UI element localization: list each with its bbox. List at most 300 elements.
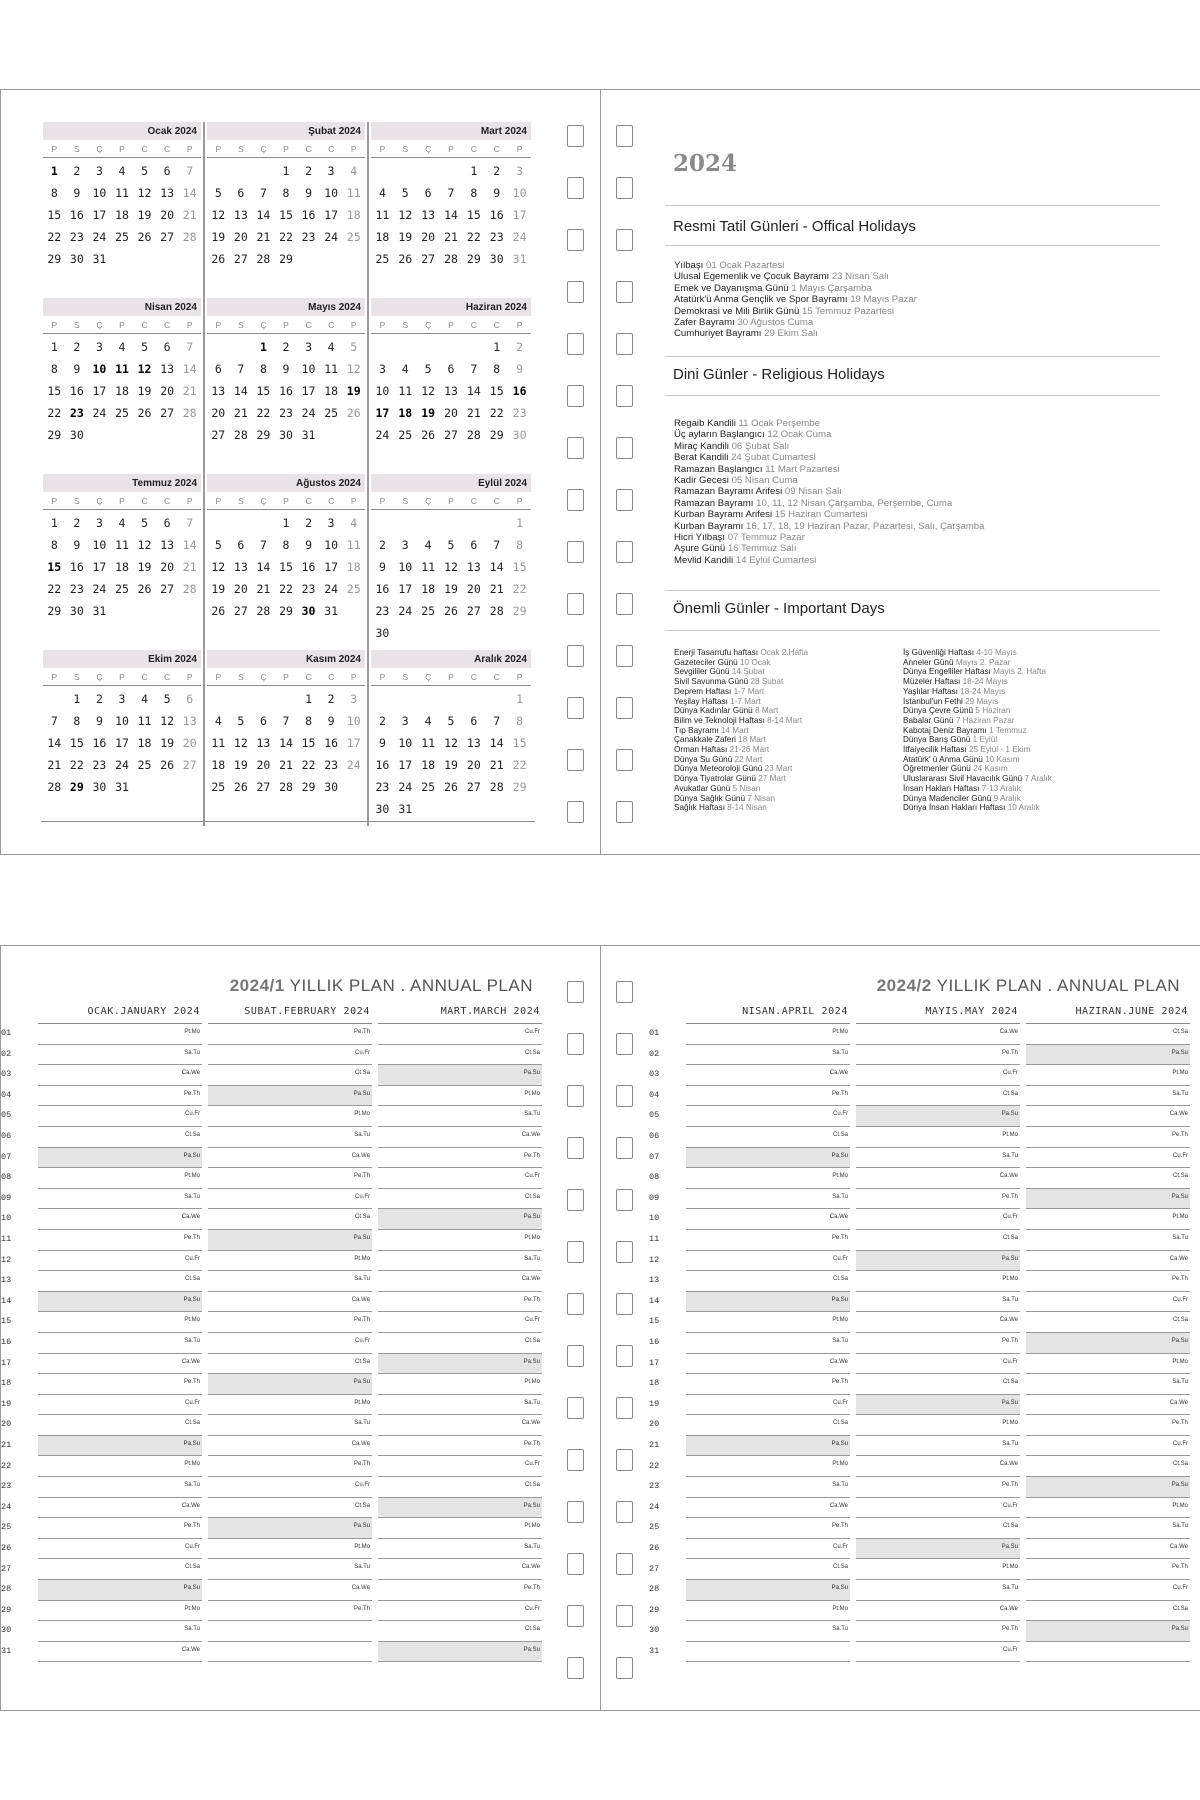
day-row[interactable]: Pt.Mo (378, 1086, 542, 1107)
day-row[interactable]: Cu.Fr (1026, 1436, 1190, 1457)
day-row[interactable]: Sa.Tu (1026, 1518, 1190, 1539)
day-row[interactable]: Pt.Mo (38, 1601, 202, 1622)
empty-row (1026, 1642, 1190, 1663)
day-row[interactable]: Ct.Sa (378, 1621, 542, 1642)
day-row[interactable]: Sa.Tu (38, 1189, 202, 1210)
checkbox[interactable] (616, 1501, 633, 1523)
day-row[interactable]: Pt.Mo (208, 1395, 372, 1416)
checkbox[interactable] (616, 1085, 633, 1107)
day-row[interactable]: Pe.Th (378, 1580, 542, 1601)
day-row[interactable]: Sa.Tu (856, 1292, 1020, 1313)
day-row[interactable]: Ca.We (208, 1148, 372, 1169)
day-number: 10 (92, 538, 107, 552)
day-row[interactable]: Pe.Th (856, 1189, 1020, 1210)
day-row[interactable]: Ca.We (856, 1024, 1020, 1045)
day-row[interactable]: Ct.Sa (38, 1559, 202, 1580)
checkbox[interactable] (567, 125, 584, 147)
checkbox[interactable] (567, 1085, 584, 1107)
day-number: 25 (115, 406, 129, 420)
day-row[interactable]: Pe.Th (38, 1374, 202, 1395)
day-row[interactable]: Cu.Fr (686, 1395, 850, 1416)
day-row[interactable]: Pe.Th (378, 1436, 542, 1457)
checkbox[interactable] (616, 385, 633, 407)
day-row[interactable]: Cu.Fr (208, 1477, 372, 1498)
day-row[interactable]: Ca.We (856, 1456, 1020, 1477)
day-row[interactable]: Ct.Sa (686, 1271, 850, 1292)
day-row[interactable]: Cu.Fr (1026, 1580, 1190, 1601)
checkbox[interactable] (567, 1501, 584, 1523)
weekday-label: S (74, 671, 80, 682)
checkbox[interactable] (567, 489, 584, 511)
day-row[interactable]: Pe.Th (208, 1456, 372, 1477)
day-row[interactable]: Ct.Sa (686, 1415, 850, 1436)
day-row[interactable]: Ca.We (1026, 1539, 1190, 1560)
holiday-date: 25 Eylül - 1 Ekim (968, 745, 1031, 755)
checkbox[interactable] (567, 1137, 584, 1159)
day-row[interactable]: Pt.Mo (1026, 1498, 1190, 1519)
day-row[interactable]: Pa.Su (38, 1436, 202, 1457)
day-row[interactable]: Pa.Su (686, 1148, 850, 1169)
checkbox[interactable] (567, 437, 584, 459)
weekday-label: C (493, 143, 500, 154)
day-row[interactable]: Cu.Fr (38, 1251, 202, 1272)
checkbox[interactable] (616, 177, 633, 199)
day-row[interactable]: Pe.Th (856, 1333, 1020, 1354)
day-row[interactable]: Pe.Th (38, 1230, 202, 1251)
month-title: Şubat 2024 (207, 122, 365, 140)
day-row[interactable]: Pe.Th (1026, 1127, 1190, 1148)
plan-title-1-year: 2024/1 (229, 976, 285, 995)
day-row[interactable]: Pe.Th (38, 1518, 202, 1539)
weekday-label: C (328, 143, 335, 154)
day-row[interactable]: Pt.Mo (38, 1168, 202, 1189)
day-number: 7 (447, 186, 455, 200)
day-row[interactable]: Ct.Sa (38, 1415, 202, 1436)
checkbox[interactable] (567, 385, 584, 407)
checkbox[interactable] (616, 593, 633, 615)
day-row[interactable]: Pa.Su (686, 1580, 850, 1601)
checkbox[interactable] (616, 697, 633, 719)
checkbox[interactable] (567, 1033, 584, 1055)
checkbox[interactable] (567, 1293, 584, 1315)
day-row[interactable]: Cu.Fr (856, 1065, 1020, 1086)
day-number: 25 (421, 780, 436, 794)
checkbox[interactable] (616, 281, 633, 303)
day-row[interactable]: Cu.Fr (378, 1024, 542, 1045)
day-row[interactable]: Ct.Sa (378, 1045, 542, 1066)
checkbox[interactable] (616, 437, 633, 459)
row-number: 14 (649, 1295, 660, 1306)
day-number: 15 (69, 736, 84, 750)
day-row[interactable]: Ct.Sa (378, 1189, 542, 1210)
day-row[interactable]: Pe.Th (686, 1086, 850, 1107)
checkbox[interactable] (567, 177, 584, 199)
day-row[interactable]: Ct.Sa (686, 1559, 850, 1580)
day-row[interactable]: Pa.Su (208, 1374, 372, 1395)
holiday-name: Mevlid Kandili (674, 554, 734, 566)
day-row[interactable]: Pe.Th (208, 1024, 372, 1045)
day-row[interactable]: Cu.Fr (208, 1333, 372, 1354)
checkbox[interactable] (616, 1241, 633, 1263)
day-row[interactable]: Pe.Th (856, 1477, 1020, 1498)
checkbox[interactable] (567, 281, 584, 303)
day-row[interactable]: Ca.We (686, 1498, 850, 1519)
day-row[interactable]: Pe.Th (686, 1374, 850, 1395)
day-row[interactable]: Cu.Fr (378, 1601, 542, 1622)
day-row[interactable]: Pt.Mo (686, 1601, 850, 1622)
day-row[interactable]: Cu.Fr (378, 1168, 542, 1189)
day-row[interactable]: Ct.Sa (38, 1127, 202, 1148)
day-row[interactable]: Cu.Fr (378, 1312, 542, 1333)
day-row[interactable]: Ca.We (378, 1415, 542, 1436)
day-number: 23 (489, 230, 504, 244)
row-number: 11 (649, 1234, 660, 1244)
day-row[interactable]: Pt.Mo (378, 1230, 542, 1251)
day-number: 25 (137, 758, 152, 772)
day-row[interactable]: Ct.Sa (856, 1230, 1020, 1251)
day-row[interactable]: Sa.Tu (1026, 1086, 1190, 1107)
checkbox[interactable] (567, 697, 584, 719)
checkbox[interactable] (616, 1345, 633, 1367)
day-row[interactable]: Ca.We (1026, 1395, 1190, 1416)
day-number: 3 (401, 714, 409, 728)
day-row[interactable]: Ca.We (686, 1354, 850, 1375)
day-row[interactable]: Pa.Su (38, 1292, 202, 1313)
day-row[interactable]: Pe.Th (1026, 1415, 1190, 1436)
day-row[interactable]: Pe.Th (378, 1292, 542, 1313)
day-row[interactable]: Sa.Tu (38, 1621, 202, 1642)
day-row[interactable]: Pt.Mo (1026, 1209, 1190, 1230)
checkbox[interactable] (616, 541, 633, 563)
day-row[interactable]: Pe.Th (208, 1168, 372, 1189)
checkbox[interactable] (616, 801, 633, 823)
holiday-name: Dünya İnsan Hakları Haftası (903, 803, 1006, 813)
row-number: 12 (1, 1254, 12, 1265)
day-number: 17 (346, 736, 361, 750)
day-row[interactable]: Cu.Fr (686, 1251, 850, 1272)
day-row[interactable]: Ct.Sa (378, 1477, 542, 1498)
day-row[interactable]: Ct.Sa (856, 1518, 1020, 1539)
checkbox[interactable] (567, 593, 584, 615)
weekday-label: Ç (425, 671, 432, 682)
day-row[interactable]: Ca.We (856, 1168, 1020, 1189)
checkbox[interactable] (616, 1137, 633, 1159)
day-row[interactable]: Pa.Su (378, 1209, 542, 1230)
day-row[interactable]: Pe.Th (856, 1045, 1020, 1066)
checkbox[interactable] (616, 489, 633, 511)
day-row[interactable]: Ca.We (38, 1354, 202, 1375)
day-row[interactable]: Pt.Mo (856, 1559, 1020, 1580)
day-row[interactable]: Pe.Th (686, 1230, 850, 1251)
checkbox[interactable] (616, 1605, 633, 1627)
day-row[interactable]: Sa.Tu (856, 1436, 1020, 1457)
holiday-entry (674, 486, 984, 497)
day-row[interactable]: Pe.Th (1026, 1559, 1190, 1580)
day-number: 1 (50, 340, 58, 354)
day-row[interactable]: Sa.Tu (38, 1333, 202, 1354)
day-row[interactable]: Cu.Fr (686, 1106, 850, 1127)
checkbox[interactable] (616, 645, 633, 667)
day-row[interactable]: Pe.Th (208, 1601, 372, 1622)
holiday-entry (674, 452, 984, 463)
day-row[interactable]: Pt.Mo (686, 1024, 850, 1045)
day-row[interactable]: Sa.Tu (378, 1539, 542, 1560)
day-number: 14 (256, 208, 271, 222)
day-row[interactable]: Ca.We (208, 1292, 372, 1313)
day-row[interactable]: Cu.Fr (378, 1456, 542, 1477)
day-row[interactable]: Pa.Su (856, 1251, 1020, 1272)
day-row[interactable]: Pa.Su (1026, 1333, 1190, 1354)
day-row[interactable]: Cu.Fr (38, 1539, 202, 1560)
day-row[interactable]: Pa.Su (378, 1065, 542, 1086)
day-row[interactable]: Pt.Mo (1026, 1354, 1190, 1375)
checkbox[interactable] (616, 1293, 633, 1315)
day-number: 18 (375, 230, 390, 244)
day-row[interactable]: Sa.Tu (856, 1580, 1020, 1601)
day-row[interactable]: Cu.Fr (856, 1354, 1020, 1375)
day-row[interactable]: Ca.We (1026, 1251, 1190, 1272)
checkbox[interactable] (567, 541, 584, 563)
checkbox[interactable] (567, 1449, 584, 1471)
day-row[interactable]: Pa.Su (208, 1518, 372, 1539)
day-row[interactable]: Sa.Tu (856, 1148, 1020, 1169)
day-row[interactable]: Sa.Tu (208, 1271, 372, 1292)
row-number: 24 (1, 1501, 12, 1512)
day-number: 8 (516, 538, 524, 552)
checkbox[interactable] (616, 1449, 633, 1471)
weekday-label: P (350, 671, 357, 682)
checkbox[interactable] (567, 1553, 584, 1575)
day-row[interactable]: Pe.Th (856, 1621, 1020, 1642)
day-row[interactable]: Pe.Th (38, 1086, 202, 1107)
day-row[interactable]: Ct.Sa (1026, 1312, 1190, 1333)
checkbox[interactable] (567, 749, 584, 771)
holiday-date: 1-7 Mart (730, 696, 761, 706)
calendar-row (41, 122, 535, 298)
day-row[interactable]: Ca.We (856, 1312, 1020, 1333)
day-row[interactable]: Pa.Su (378, 1642, 542, 1663)
day-row[interactable]: Ct.Sa (1026, 1024, 1190, 1045)
checkbox[interactable] (567, 1605, 584, 1627)
day-row[interactable]: Ca.We (378, 1559, 542, 1580)
day-number: 27 (233, 604, 248, 618)
day-row[interactable]: Pa.Su (1026, 1189, 1190, 1210)
day-number: 23 (301, 582, 316, 596)
day-row[interactable]: Cu.Fr (38, 1395, 202, 1416)
day-number: 13 (256, 736, 271, 750)
holiday-entry (674, 755, 808, 765)
checkbox[interactable] (616, 1553, 633, 1575)
weekday-label: S (402, 143, 409, 154)
day-row[interactable]: Sa.Tu (378, 1251, 542, 1272)
day-row[interactable]: Sa.Tu (208, 1127, 372, 1148)
month-calendar (369, 298, 533, 474)
day-row[interactable]: Pt.Mo (686, 1456, 850, 1477)
month-title: Mayıs 2024 (207, 298, 365, 316)
checkbox[interactable] (616, 749, 633, 771)
day-row[interactable]: Pt.Mo (38, 1312, 202, 1333)
day-row[interactable]: Ca.We (38, 1065, 202, 1086)
day-row[interactable]: Pa.Su (38, 1148, 202, 1169)
day-row[interactable]: Pt.Mo (378, 1518, 542, 1539)
day-row[interactable]: Pa.Su (686, 1292, 850, 1313)
checkbox[interactable] (567, 333, 584, 355)
month-title: Eylül 2024 (371, 474, 531, 492)
day-row[interactable]: Pt.Mo (1026, 1065, 1190, 1086)
day-row[interactable]: Sa.Tu (208, 1559, 372, 1580)
day-row[interactable]: Sa.Tu (686, 1189, 850, 1210)
day-row[interactable]: Ct.Sa (208, 1209, 372, 1230)
weekday-label: S (74, 319, 80, 330)
day-row[interactable]: Pa.Su (378, 1354, 542, 1375)
day-row[interactable]: Ca.We (208, 1580, 372, 1601)
day-number: 1 (493, 340, 501, 354)
day-row[interactable]: Ct.Sa (856, 1086, 1020, 1107)
day-row[interactable]: Pt.Mo (208, 1106, 372, 1127)
day-number: 3 (516, 164, 524, 178)
day-row[interactable]: Ca.We (38, 1642, 202, 1663)
day-row[interactable]: Sa.Tu (38, 1477, 202, 1498)
day-row[interactable]: Ct.Sa (208, 1498, 372, 1519)
day-row[interactable]: Sa.Tu (686, 1477, 850, 1498)
day-row[interactable]: Sa.Tu (208, 1415, 372, 1436)
day-row[interactable]: Ca.We (38, 1209, 202, 1230)
day-row[interactable]: Pt.Mo (38, 1024, 202, 1045)
day-row[interactable]: Ct.Sa (856, 1374, 1020, 1395)
day-row[interactable]: Cu.Fr (208, 1189, 372, 1210)
holiday-date: 11 Ocak Perşembe (738, 418, 820, 429)
day-row[interactable]: Pe.Th (686, 1518, 850, 1539)
day-row[interactable]: Pa.Su (1026, 1045, 1190, 1066)
day-row[interactable]: Pa.Su (208, 1230, 372, 1251)
day-row[interactable]: Sa.Tu (378, 1106, 542, 1127)
day-row[interactable]: Sa.Tu (1026, 1230, 1190, 1251)
checkbox[interactable] (567, 645, 584, 667)
day-row[interactable]: Sa.Tu (1026, 1374, 1190, 1395)
checkbox[interactable] (616, 333, 633, 355)
checkbox[interactable] (567, 1189, 584, 1211)
day-row[interactable]: Cu.Fr (856, 1498, 1020, 1519)
day-row[interactable]: Pe.Th (208, 1312, 372, 1333)
day-row[interactable]: Ct.Sa (38, 1271, 202, 1292)
day-row[interactable]: Pa.Su (1026, 1621, 1190, 1642)
holiday-entry (674, 441, 984, 452)
day-row[interactable]: Pa.Su (38, 1580, 202, 1601)
day-row[interactable]: Pa.Su (1026, 1477, 1190, 1498)
day-row[interactable]: Ct.Sa (1026, 1456, 1190, 1477)
day-row[interactable]: Pt.Mo (208, 1251, 372, 1272)
day-row[interactable]: Sa.Tu (378, 1395, 542, 1416)
day-row[interactable]: Cu.Fr (1026, 1292, 1190, 1313)
day-row[interactable]: Pa.Su (378, 1498, 542, 1519)
calendar-row (41, 474, 535, 650)
day-row[interactable]: Ct.Sa (208, 1354, 372, 1375)
checkbox[interactable] (616, 1033, 633, 1055)
checkbox[interactable] (616, 1657, 633, 1679)
day-number: 11 (421, 560, 436, 574)
checkbox[interactable] (616, 229, 633, 251)
day-row[interactable]: Pt.Mo (208, 1539, 372, 1560)
checkbox[interactable] (616, 125, 633, 147)
checkbox[interactable] (567, 1241, 584, 1263)
day-row[interactable]: Ca.We (378, 1271, 542, 1292)
day-row[interactable]: Ca.We (686, 1209, 850, 1230)
day-row[interactable]: Cu.Fr (208, 1045, 372, 1066)
day-row[interactable]: Pa.Su (686, 1436, 850, 1457)
day-row[interactable]: Pt.Mo (686, 1168, 850, 1189)
holiday-name: Yaşlılar Haftası (903, 686, 958, 696)
day-row[interactable]: Ca.We (38, 1498, 202, 1519)
religious-holidays-list (674, 418, 984, 566)
day-number: 8 (516, 714, 524, 728)
day-row[interactable]: Cu.Fr (38, 1106, 202, 1127)
day-row[interactable]: Ca.We (378, 1127, 542, 1148)
checkbox[interactable] (567, 981, 584, 1003)
day-row[interactable]: Pt.Mo (686, 1312, 850, 1333)
day-row[interactable]: Cu.Fr (686, 1539, 850, 1560)
weekday-label: S (402, 495, 409, 506)
day-number: 4 (350, 516, 358, 530)
day-row[interactable]: Pt.Mo (856, 1127, 1020, 1148)
checkbox[interactable] (616, 981, 633, 1003)
day-row[interactable]: Ct.Sa (1026, 1168, 1190, 1189)
holiday-entry (674, 509, 984, 520)
day-row[interactable]: Pa.Su (856, 1106, 1020, 1127)
day-row[interactable]: Ca.We (686, 1065, 850, 1086)
day-row[interactable]: Ca.We (856, 1601, 1020, 1622)
day-row[interactable]: Sa.Tu (686, 1333, 850, 1354)
day-row[interactable]: Cu.Fr (856, 1642, 1020, 1663)
day-row[interactable]: Pe.Th (1026, 1271, 1190, 1292)
day-number: 2 (516, 340, 524, 354)
day-row[interactable]: Pa.Su (856, 1539, 1020, 1560)
holiday-date: 24 Kasım (973, 764, 1008, 774)
day-row[interactable]: Sa.Tu (686, 1621, 850, 1642)
day-row[interactable]: Ct.Sa (686, 1127, 850, 1148)
checkbox[interactable] (567, 1345, 584, 1367)
row-number: 30 (1, 1625, 12, 1636)
day-row[interactable]: Ct.Sa (378, 1333, 542, 1354)
day-row[interactable]: Ct.Sa (1026, 1601, 1190, 1622)
checkbox[interactable] (567, 1657, 584, 1679)
weekday-label: C (141, 319, 148, 330)
day-row[interactable]: Pt.Mo (38, 1456, 202, 1477)
day-row[interactable]: Cu.Fr (856, 1209, 1020, 1230)
day-number: 12 (137, 362, 152, 376)
day-row[interactable]: Pa.Su (208, 1086, 372, 1107)
checkbox[interactable] (616, 1397, 633, 1419)
checkbox[interactable] (567, 229, 584, 251)
day-row[interactable]: Ca.We (1026, 1106, 1190, 1127)
day-row[interactable]: Pt.Mo (378, 1374, 542, 1395)
day-row[interactable]: Cu.Fr (1026, 1148, 1190, 1169)
day-row[interactable]: Sa.Tu (38, 1045, 202, 1066)
checkbox[interactable] (616, 1189, 633, 1211)
day-number: 22 (489, 406, 504, 420)
day-row[interactable]: Pa.Su (856, 1395, 1020, 1416)
day-row[interactable]: Ca.We (208, 1436, 372, 1457)
day-row[interactable]: Ct.Sa (208, 1065, 372, 1086)
day-row[interactable]: Pe.Th (378, 1148, 542, 1169)
holiday-entry (903, 658, 1052, 668)
checkbox[interactable] (567, 801, 584, 823)
day-row[interactable]: Sa.Tu (686, 1045, 850, 1066)
checkbox[interactable] (567, 1397, 584, 1419)
day-row[interactable]: Pt.Mo (856, 1271, 1020, 1292)
day-number: 18 (421, 582, 436, 596)
day-row[interactable]: Pt.Mo (856, 1415, 1020, 1436)
row-number: 22 (649, 1460, 660, 1471)
